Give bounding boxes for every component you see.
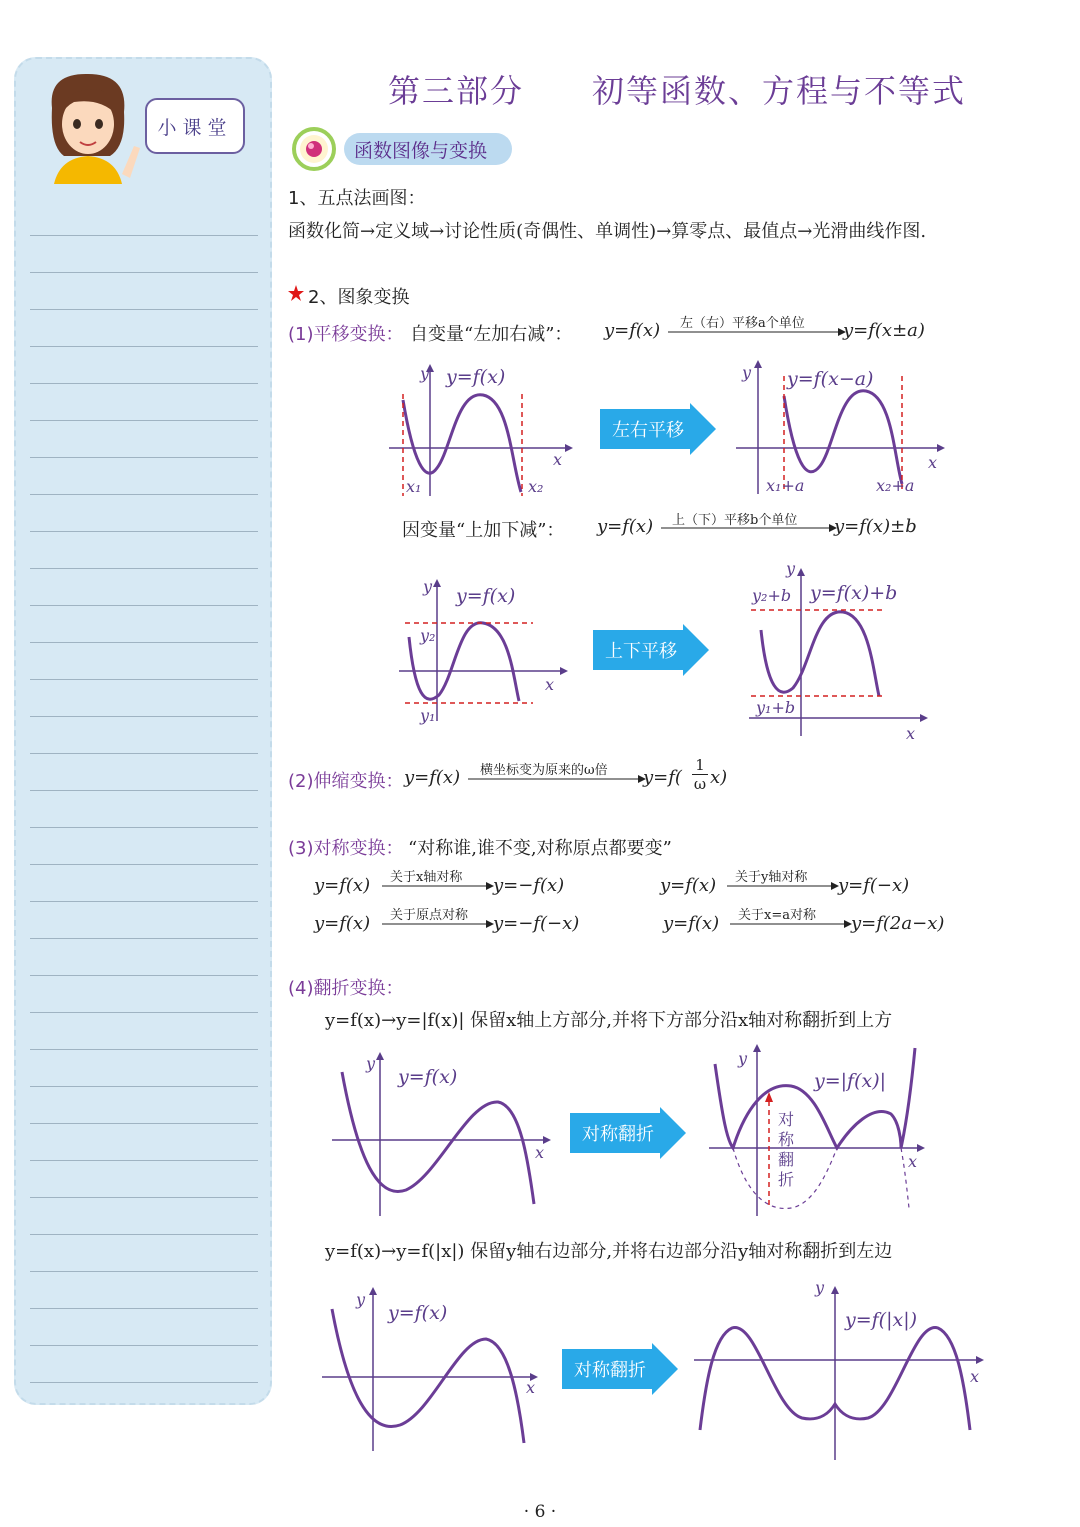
g7-yaxis: y <box>356 1290 366 1309</box>
note-line <box>30 1012 258 1013</box>
note-line <box>30 1234 258 1235</box>
note-line <box>30 1123 258 1124</box>
note-line <box>30 1308 258 1309</box>
g2-xaxis: x <box>928 453 938 472</box>
note-line <box>30 605 258 606</box>
flip-button-1-label: 对称翻折 <box>582 1124 654 1145</box>
note-line <box>30 827 258 828</box>
translation-lead: 自变量“左加右减”： <box>410 324 573 345</box>
teacher-cartoon-icon <box>30 68 150 184</box>
target-circle-icon <box>292 127 336 171</box>
sym-r2-arrow-text: 关于y轴对称 <box>735 870 808 885</box>
note-line <box>30 975 258 976</box>
g8-yaxis: y <box>815 1278 825 1297</box>
flip-button-2-label: 对称翻折 <box>574 1360 646 1381</box>
note-line <box>30 1160 258 1161</box>
stretch-lhs: y=f(x) <box>404 767 461 788</box>
translation-arrow2 <box>661 522 837 534</box>
stretch-rhs-post: x) <box>710 767 728 788</box>
note-line <box>30 716 258 717</box>
translation-arrow-text: 左（右）平移a个单位 <box>680 316 805 331</box>
g1-func: y=f(x) <box>446 366 506 388</box>
g1-yaxis: y <box>420 364 430 383</box>
g5-xaxis: x <box>535 1143 545 1162</box>
shift-ud-label: 上下平移 <box>605 641 677 662</box>
sym-r1-lhs: y=f(x) <box>314 875 371 896</box>
g1-x2: x₂ <box>528 477 544 496</box>
item2-heading: 2、图象变换 <box>308 287 410 308</box>
note-line <box>30 568 258 569</box>
g5-yaxis: y <box>366 1054 376 1073</box>
note-line <box>30 309 258 310</box>
shift-lr-label: 左右平移 <box>612 420 684 441</box>
note-line <box>30 864 258 865</box>
g2-x1: x₁+a <box>766 476 805 495</box>
g3-y1: y₁ <box>420 706 436 725</box>
g4-xaxis: x <box>906 724 916 743</box>
translation-lhs2: y=f(x) <box>597 516 654 537</box>
sym-r2-rhs: y=f(−x) <box>838 875 910 896</box>
shift-ud-button <box>593 624 709 676</box>
symmetry-motto: “对称谁,谁不变,对称原点都要变” <box>408 838 672 859</box>
g5-func: y=f(x) <box>398 1066 458 1088</box>
g4-yaxis: y <box>786 559 796 578</box>
note-line <box>30 642 258 643</box>
flip-button-1 <box>570 1107 686 1159</box>
note-line <box>30 420 258 421</box>
symmetry-label: (3)对称变换： <box>288 838 404 859</box>
g1-xaxis: x <box>553 450 563 469</box>
note-line <box>30 938 258 939</box>
g7-func: y=f(x) <box>388 1302 448 1324</box>
sym-r2-lhs: y=f(x) <box>660 875 717 896</box>
g1-x1: x₁ <box>406 477 422 496</box>
translation-lead2: 因变量“上加下减”： <box>402 520 565 541</box>
g3-yaxis: y <box>423 577 433 596</box>
note-line <box>30 1382 258 1383</box>
flip-label: (4)翻折变换： <box>288 978 404 999</box>
g6-yaxis: y <box>738 1049 748 1068</box>
note-line <box>30 272 258 273</box>
g3-func: y=f(x) <box>456 585 516 607</box>
note-line <box>30 1271 258 1272</box>
g6-xaxis: x <box>908 1152 918 1171</box>
translation-arrow-text2: 上（下）平移b个单位 <box>672 513 798 528</box>
stretch-rhs-pre: y=f( <box>643 767 682 788</box>
note-line <box>30 679 258 680</box>
shift-lr-button <box>600 403 716 455</box>
section-pill: 函数图像与变换 <box>344 133 512 165</box>
flip-line2: y=f(x)→y=f(|x|) 保留y轴右边部分,并将右边部分沿y轴对称翻折到左边 <box>325 1241 893 1262</box>
item1-text: 函数化简→定义域→讨论性质(奇偶性、单调性)→算零点、最值点→光滑曲线作图. <box>288 221 927 242</box>
translation-rhs2: y=f(x)±b <box>834 516 917 537</box>
sym-r3-arrow-text: 关于原点对称 <box>390 908 469 923</box>
note-line <box>30 1197 258 1198</box>
g2-x2: x₂+a <box>876 476 915 495</box>
translation-lhs: y=f(x) <box>604 320 661 341</box>
sym-r4-rhs: y=f(2a−x) <box>851 913 945 934</box>
g4-func: y=f(x)+b <box>810 582 898 604</box>
note-line <box>30 531 258 532</box>
note-line <box>30 494 258 495</box>
sym-r4-lhs: y=f(x) <box>663 913 720 934</box>
page-number: · 6 · <box>523 1502 557 1522</box>
sym-r1-rhs: y=−f(x) <box>493 875 565 896</box>
stretch-label: (2)伸缩变换： <box>288 771 404 792</box>
sym-r3-lhs: y=f(x) <box>314 913 371 934</box>
stretch-arrow <box>468 773 646 785</box>
translation-arrow <box>668 326 846 338</box>
g2-yaxis: y <box>742 363 752 382</box>
note-line <box>30 901 258 902</box>
translation-label: (1)平移变换： <box>288 324 404 345</box>
g4-y1: y₁+b <box>756 698 796 717</box>
g3-y2: y₂ <box>420 626 436 645</box>
g7-xaxis: x <box>526 1378 536 1397</box>
star-icon <box>287 284 305 302</box>
flip-line1: y=f(x)→y=|f(x)| 保留x轴上方部分,并将下方部分沿x轴对称翻折到上方 <box>325 1010 893 1031</box>
g3-xaxis: x <box>545 675 555 694</box>
stretch-numerator: 1 <box>695 756 705 774</box>
note-line <box>30 383 258 384</box>
note-line <box>30 753 258 754</box>
item1-heading: 1、五点法画图： <box>288 188 426 209</box>
flip-button-2 <box>562 1343 678 1395</box>
g2-func: y=f(x−a) <box>787 368 874 390</box>
note-line <box>30 346 258 347</box>
stretch-arrow-text: 横坐标变为原来的ω倍 <box>480 763 608 778</box>
note-line <box>30 1049 258 1050</box>
note-line <box>30 790 258 791</box>
sym-r4-arrow-text: 关于x=a对称 <box>738 908 816 923</box>
translation-rhs: y=f(x±a) <box>843 320 925 341</box>
sym-r3-rhs: y=−f(−x) <box>493 913 580 934</box>
note-line <box>30 457 258 458</box>
g8-func: y=f(|x|) <box>845 1309 918 1331</box>
sym-r1-arrow-text: 关于x轴对称 <box>390 870 463 885</box>
note-line <box>30 1345 258 1346</box>
page-title: 第三部分 初等函数、方程与不等式 <box>388 72 967 110</box>
lesson-badge: 小课堂 <box>145 98 245 154</box>
g6-vertical-note: 对 称 翻 折 <box>778 1110 795 1189</box>
g4-y2: y₂+b <box>752 586 792 605</box>
note-line <box>30 235 258 236</box>
stretch-denominator: ω <box>693 775 707 793</box>
g6-func: y=|f(x)| <box>814 1070 887 1092</box>
notes-sidebar <box>14 57 272 1405</box>
g8-xaxis: x <box>970 1367 980 1386</box>
graph-flip2-even <box>690 1280 990 1465</box>
note-line <box>30 1086 258 1087</box>
